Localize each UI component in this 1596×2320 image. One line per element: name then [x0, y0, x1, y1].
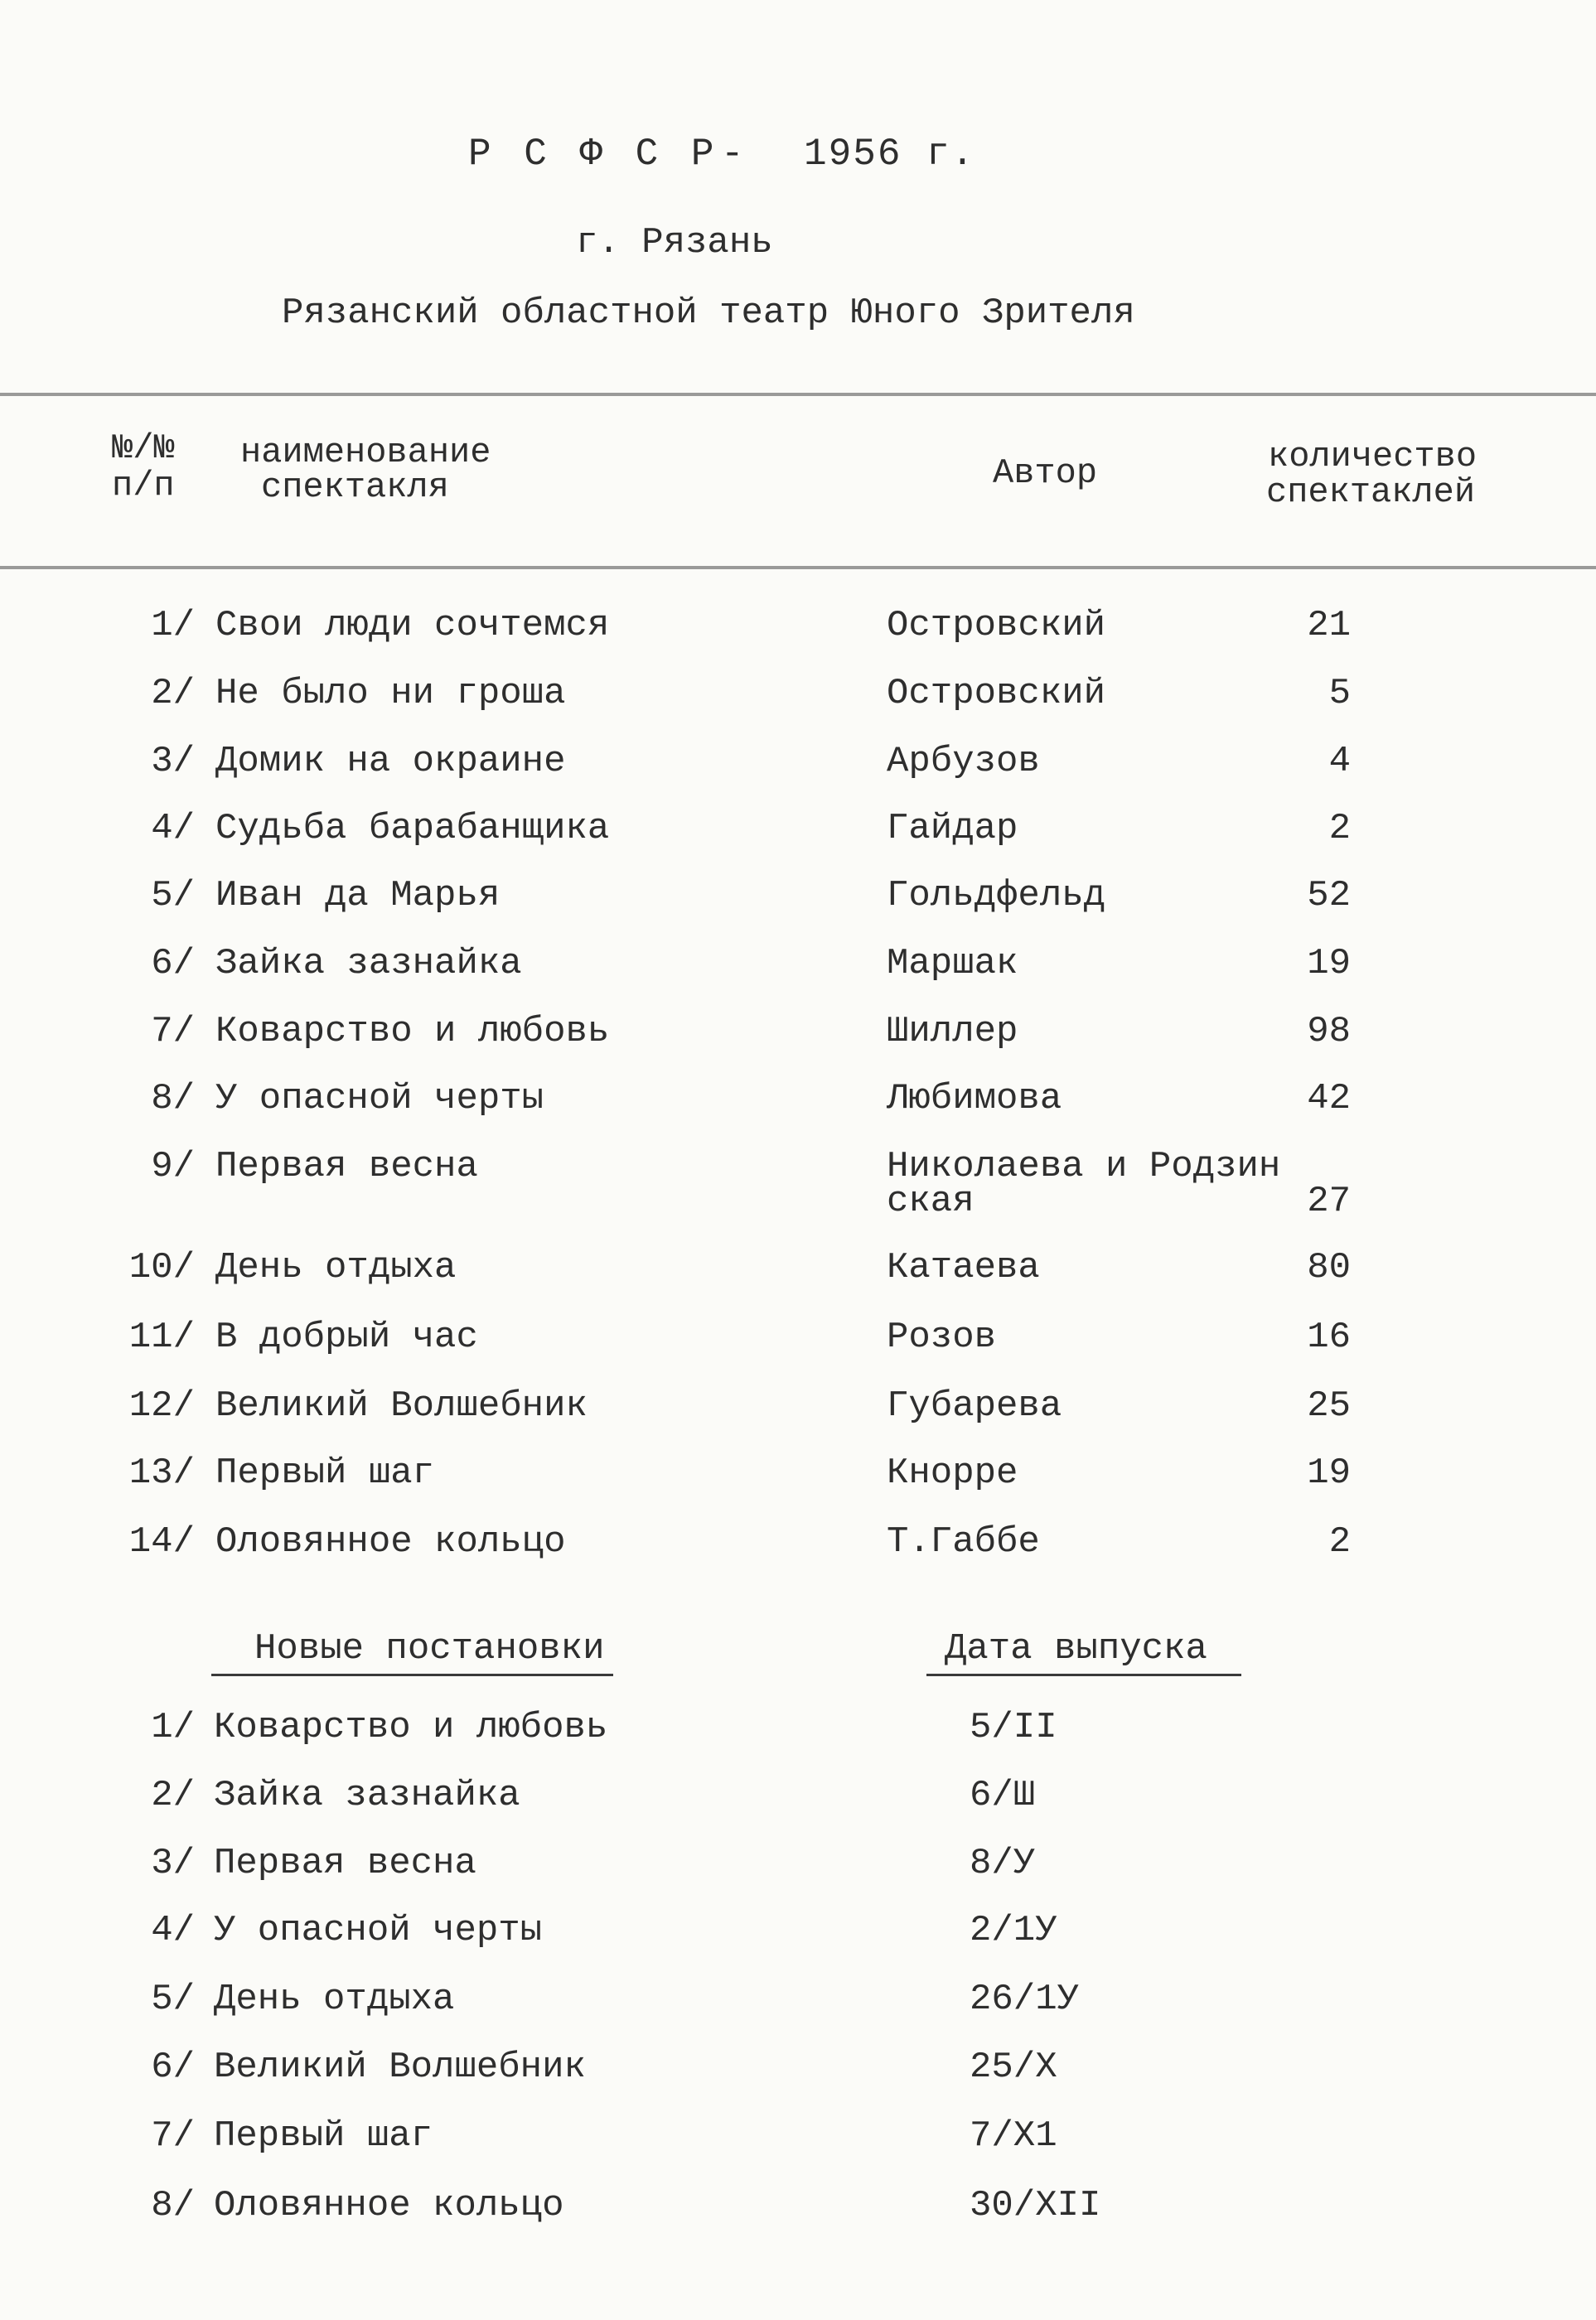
performance-count: 52 — [1307, 875, 1351, 916]
production-title: Первый шаг — [214, 2115, 433, 2157]
performance-author: Губарева — [887, 1385, 1062, 1427]
release-date: 25/Х — [970, 2047, 1057, 2088]
performance-author: Гольдфельд — [887, 875, 1106, 916]
row-number: 9/ — [151, 1146, 195, 1187]
row-number: 10/ — [128, 1247, 195, 1288]
performance-author: Шиллер — [887, 1011, 1018, 1052]
performance-author: Островский — [887, 605, 1106, 646]
performance-author-continued: ская — [887, 1181, 975, 1222]
col-title-line2: спектакля — [261, 467, 449, 507]
performance-count: 27 — [1307, 1181, 1351, 1222]
row-number: 12/ — [128, 1385, 195, 1427]
row-number: 6/ — [151, 2047, 195, 2088]
performance-count: 4 — [1328, 741, 1351, 782]
row-number: 5/ — [151, 1979, 195, 2020]
title-dash: - — [721, 133, 749, 176]
header-top-rule — [0, 393, 1596, 396]
year: 1956 г. — [804, 133, 976, 176]
row-number: 4/ — [151, 1910, 195, 1951]
row-number: 13/ — [128, 1452, 195, 1494]
production-title: Зайка зазнайка — [214, 1775, 520, 1816]
performance-title: Судьба барабанщика — [215, 808, 610, 849]
release-date: 5/II — [970, 1707, 1057, 1748]
performance-title: Первый шаг — [215, 1452, 435, 1494]
performance-count: 42 — [1307, 1078, 1351, 1119]
performance-author: Николаева и Родзин — [887, 1146, 1281, 1187]
release-date: 8/У — [970, 1843, 1036, 1884]
row-number: 14/ — [128, 1521, 195, 1563]
performance-title: Коварство и любовь — [215, 1011, 610, 1052]
row-number: 8/ — [151, 1078, 195, 1119]
row-number: 11/ — [128, 1317, 195, 1358]
performance-count: 25 — [1307, 1385, 1351, 1427]
performance-count: 19 — [1307, 1452, 1351, 1494]
row-number: 2/ — [151, 1775, 195, 1816]
col-count-line2: спектаклей — [1266, 472, 1476, 512]
performance-title: Зайка зазнайка — [215, 943, 522, 984]
performance-author: Розов — [887, 1317, 997, 1358]
performance-title: У опасной черты — [215, 1078, 544, 1119]
performance-count: 21 — [1307, 605, 1351, 646]
release-date: 30/ХII — [970, 2185, 1101, 2226]
performance-author: Гайдар — [887, 808, 1018, 849]
performance-author: Катаева — [887, 1247, 1040, 1288]
header-bottom-rule — [0, 566, 1596, 569]
release-date: 6/Ш — [970, 1775, 1036, 1816]
row-number: 3/ — [151, 741, 195, 782]
performance-title: Домик на окраине — [215, 741, 566, 782]
row-number: 5/ — [151, 875, 195, 916]
production-title: Великий Волшебник — [214, 2047, 586, 2088]
performance-title: Свои люди сочтемся — [215, 605, 610, 646]
row-number: 8/ — [151, 2185, 195, 2226]
city: г. Рязань — [576, 222, 773, 263]
performance-count: 2 — [1328, 808, 1351, 849]
performance-title: В добрый час — [215, 1317, 478, 1358]
performance-author: Любимова — [887, 1078, 1062, 1119]
performance-author: Маршак — [887, 943, 1018, 984]
row-number: 7/ — [151, 1011, 195, 1052]
performance-count: 16 — [1307, 1317, 1351, 1358]
performance-author: Т.Габбе — [887, 1521, 1040, 1563]
performance-author: Арбузов — [887, 741, 1040, 782]
col-num-line2: п/п — [112, 466, 175, 505]
production-title: Коварство и любовь — [214, 1707, 608, 1748]
new-productions-heading: Новые постановки — [254, 1628, 605, 1670]
release-date: 2/1У — [970, 1910, 1057, 1951]
new-productions-underline — [211, 1674, 613, 1676]
performance-title: Не было ни гроша — [215, 673, 566, 714]
performance-title: День отдыха — [215, 1247, 457, 1288]
row-number: 1/ — [151, 605, 195, 646]
col-count-line1: количество — [1268, 437, 1478, 476]
col-author: Автор — [993, 453, 1098, 493]
col-title-line1: наименование — [240, 433, 491, 472]
theatre-name: Рязанский областной театр Юного Зрителя — [282, 292, 1135, 334]
performance-count: 5 — [1328, 673, 1351, 714]
performance-title: Первая весна — [215, 1146, 478, 1187]
performance-count: 98 — [1307, 1011, 1351, 1052]
production-title: Первая весна — [214, 1843, 476, 1884]
performance-title: Оловянное кольцо — [215, 1521, 566, 1563]
row-number: 7/ — [151, 2115, 195, 2157]
performance-count: 2 — [1328, 1521, 1351, 1563]
performance-title: Иван да Марья — [215, 875, 501, 916]
release-date-underline — [926, 1674, 1241, 1676]
performance-count: 80 — [1307, 1247, 1351, 1288]
row-number: 2/ — [151, 673, 195, 714]
performance-author: Кнорре — [887, 1452, 1018, 1494]
row-number: 4/ — [151, 808, 195, 849]
release-date: 7/Х1 — [970, 2115, 1057, 2157]
performance-author: Островский — [887, 673, 1106, 714]
release-date-heading: Дата выпуска — [945, 1628, 1207, 1670]
performance-title: Великий Волшебник — [215, 1385, 588, 1427]
production-title: Оловянное кольцо — [214, 2185, 564, 2226]
col-num-line1: №/№ — [112, 428, 175, 468]
release-date: 26/1У — [970, 1979, 1080, 2020]
production-title: День отдыха — [214, 1979, 455, 2020]
production-title: У опасной черты — [214, 1910, 543, 1951]
row-number: 6/ — [151, 943, 195, 984]
republic-title: Р С Ф С Р — [468, 133, 719, 176]
row-number: 1/ — [151, 1707, 195, 1748]
performance-count: 19 — [1307, 943, 1351, 984]
row-number: 3/ — [151, 1843, 195, 1884]
